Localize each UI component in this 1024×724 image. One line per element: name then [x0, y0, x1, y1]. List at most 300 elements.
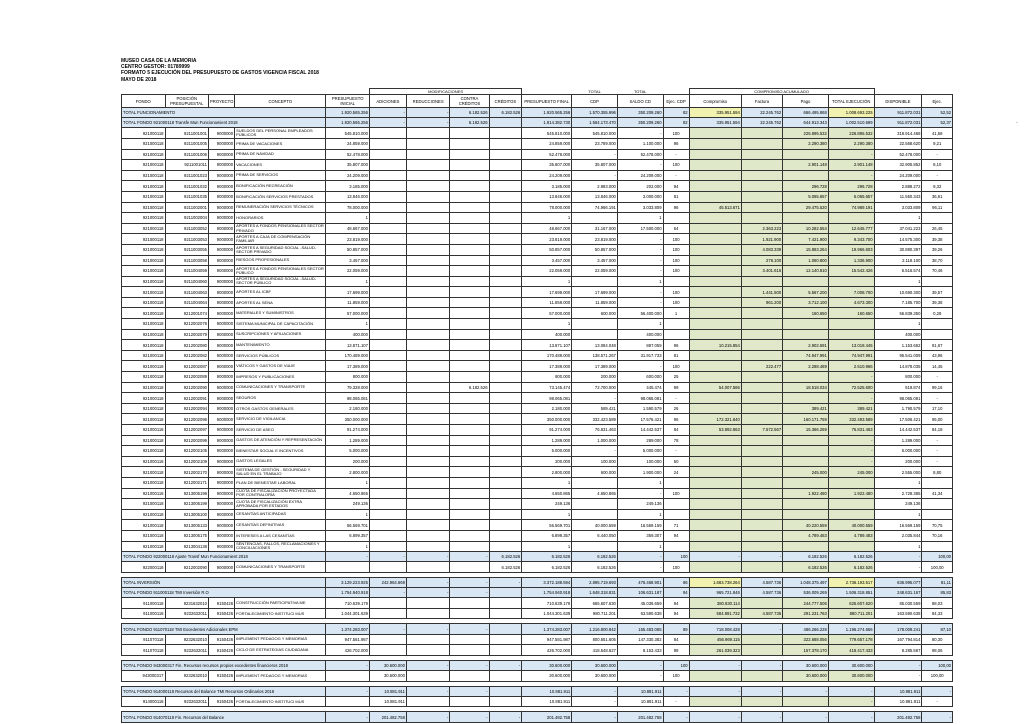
value-cell: 17.506.421 [874, 414, 922, 425]
value-cell [489, 477, 522, 488]
value-cell [489, 588, 522, 598]
fondo-cell: 921000118 [122, 446, 166, 457]
value-cell [489, 191, 522, 202]
value-cell: 4.650.865 [572, 488, 618, 499]
value-cell: 800.651.605 [572, 634, 618, 645]
posicion-cell: 9232632010 [165, 671, 209, 682]
total-row [122, 552, 953, 562]
value-cell: - [450, 624, 489, 634]
value-cell: - [617, 160, 663, 171]
value-cell: 56.400.000 [617, 308, 663, 319]
value-cell: - [369, 108, 406, 118]
value-cell: 96,11 [922, 202, 953, 213]
value-cell [689, 329, 741, 340]
value-cell: - [828, 149, 874, 160]
value-cell [741, 467, 782, 478]
table-row [122, 350, 953, 361]
value-cell: 30.600.000 [369, 660, 406, 670]
value-cell: 80,30 [922, 634, 953, 645]
value-cell: 57.000.000 [522, 308, 572, 319]
value-cell: 16.569.159 [617, 520, 663, 531]
value-cell [406, 393, 450, 404]
value-cell: - [617, 244, 663, 255]
value-cell: 1 [617, 319, 663, 330]
concepto-cell: SERVICIOS PÚBLICOS [235, 350, 326, 361]
value-cell: 10.881.911 [874, 696, 922, 707]
table-row [122, 170, 953, 181]
posicion-cell: 9213004138 [165, 541, 209, 552]
value-cell [406, 562, 450, 573]
value-cell: 1 [874, 319, 922, 330]
value-cell: 23.819.000 [326, 234, 370, 245]
value-cell: 160.650 [828, 308, 874, 319]
value-cell: 2.800.000 [522, 467, 572, 478]
posicion-cell: 9212002078 [165, 319, 209, 330]
value-cell: 1 [874, 541, 922, 552]
value-cell: 4.650.865 [522, 488, 572, 499]
value-cell [450, 634, 489, 645]
table-row [122, 634, 953, 645]
value-cell [689, 467, 741, 478]
value-cell [741, 414, 782, 425]
proyecto-cell: 9150426 [209, 634, 235, 645]
value-cell: 600.000 [617, 372, 663, 383]
concepto-cell: MANTENIMIENTO [235, 340, 326, 351]
posicion-cell: 9211001005 [165, 138, 209, 149]
value-cell: 3.401.616 [741, 266, 782, 277]
value-cell [489, 329, 522, 340]
value-cell: 800.000 [326, 372, 370, 383]
concepto-cell: PRIMA DE VACACIONES [235, 138, 326, 149]
value-cell: - [617, 255, 663, 266]
value-cell [369, 191, 406, 202]
value-cell: 3.712.100 [783, 297, 829, 308]
value-cell [369, 509, 406, 520]
value-cell: 245.000 [783, 467, 829, 478]
value-cell: 39,38 [922, 234, 953, 245]
value-cell [741, 435, 782, 446]
value-cell [369, 393, 406, 404]
value-cell: 40.220.559 [783, 520, 829, 531]
value-cell: 63.590.638 [617, 608, 663, 619]
table-row [122, 276, 953, 287]
value-cell: 30.600.000 [369, 671, 406, 682]
value-cell [741, 170, 782, 181]
posicion-cell: 9213005199 [165, 499, 209, 510]
posicion-cell: 9212002097 [165, 425, 209, 436]
value-cell: 880.711.201 [828, 608, 874, 619]
value-cell: 1.570.355.996 [572, 108, 618, 118]
value-cell [489, 541, 522, 552]
value-cell: 13.846.000 [326, 191, 370, 202]
table-row [122, 393, 953, 404]
fondo-cell: 921000118 [122, 149, 166, 160]
value-cell: - [663, 696, 689, 707]
table-row [122, 234, 953, 245]
value-cell [741, 696, 782, 707]
value-cell [689, 403, 741, 414]
value-cell: 3.185.000 [326, 181, 370, 192]
value-cell [450, 234, 489, 245]
page-mark: · [1016, 120, 1018, 126]
value-cell: 202.000 [617, 181, 663, 192]
value-cell: 2.901.148 [783, 160, 829, 171]
value-cell: 96 [663, 340, 689, 351]
proyecto-cell: 9000000 [209, 382, 235, 393]
value-cell [689, 520, 741, 531]
value-cell [406, 671, 450, 682]
value-cell: 1.922.480 [828, 488, 874, 499]
value-cell: 54.007.566 [689, 382, 741, 393]
value-cell: 6.516.574 [874, 266, 922, 277]
value-cell: - [617, 266, 663, 277]
value-cell: 17.699.000 [572, 287, 618, 298]
value-cell: 389.421 [828, 403, 874, 414]
value-cell: - [922, 149, 953, 160]
table-row [122, 425, 953, 436]
value-cell: 14.575.300 [874, 234, 922, 245]
value-cell [689, 234, 741, 245]
value-cell: 100 [663, 287, 689, 298]
value-cell [450, 541, 489, 552]
value-cell: 100 [663, 234, 689, 245]
value-cell: - [617, 660, 663, 670]
value-cell: - [874, 660, 922, 670]
value-cell [450, 287, 489, 298]
value-cell [406, 297, 450, 308]
value-cell: - [663, 170, 689, 181]
value-cell [406, 645, 450, 656]
value-cell [741, 671, 782, 682]
proyecto-cell: 9000000 [209, 403, 235, 414]
value-cell [369, 499, 406, 510]
value-cell: 85,83 [922, 588, 953, 598]
value-cell: 800.000 [874, 372, 922, 383]
value-cell: 6.182.526 [828, 552, 874, 562]
value-cell: 100,00 [922, 660, 953, 670]
proyecto-cell: 9000000 [209, 425, 235, 436]
value-cell [369, 634, 406, 645]
value-cell [369, 520, 406, 531]
value-cell: 24.859.000 [326, 138, 370, 149]
value-cell: 85.030.559 [874, 598, 922, 609]
posicion-cell: 9211001011 [165, 160, 209, 171]
posicion-cell: 9211003053 [165, 234, 209, 245]
concepto-cell: FORTALECIMIENTO INSTITUCI MUS [235, 696, 326, 707]
value-cell: - [663, 149, 689, 160]
posicion-cell: 9231632010 [165, 598, 209, 609]
value-cell: 779.657.178 [828, 634, 874, 645]
value-cell: 95.541.009 [874, 350, 922, 361]
fondo-cell: 943000317 [122, 671, 166, 682]
value-cell [489, 645, 522, 656]
proyecto-cell: 9000000 [209, 202, 235, 213]
value-cell: 1 [326, 509, 370, 520]
fondo-cell: 921000118 [122, 170, 166, 181]
col-adiciones: ADICIONES [369, 95, 406, 108]
concepto-cell: APORTES A SEGURIDAD SOCIAL -SALUD- SECTOR PRIVADO [235, 244, 326, 255]
value-cell: 200.000 [874, 456, 922, 467]
value-cell [406, 202, 450, 213]
value-cell: 1 [617, 477, 663, 488]
value-cell: - [922, 696, 953, 707]
value-cell [326, 671, 370, 682]
value-cell [572, 213, 618, 224]
value-cell: 30.600.000 [783, 671, 829, 682]
value-cell: 24.209.000 [874, 170, 922, 181]
value-cell: 160.171.759 [783, 414, 829, 425]
value-cell: 350.209.260 [617, 108, 663, 118]
concepto-cell: CICLO DE ESTRATEGIAS CIUDADANA [235, 645, 326, 656]
value-cell [783, 456, 829, 467]
value-cell [489, 213, 522, 224]
value-cell: 7.185.700 [874, 297, 922, 308]
value-cell: 88,03 [922, 598, 953, 609]
value-cell: 6.182.526 [522, 552, 572, 562]
value-cell [450, 350, 489, 361]
concepto-cell: CONSTRUCCIÓN PARTICIPATIVA ME [235, 598, 326, 609]
value-cell: 200.000 [522, 456, 572, 467]
concepto-cell: PLAN DE BIENESTAR LABORAL [235, 477, 326, 488]
fondo-cell: 921000118 [122, 403, 166, 414]
value-cell [922, 276, 953, 287]
table-row [122, 287, 953, 298]
fondo-cell: 911070118 [122, 634, 166, 645]
table-row [122, 213, 953, 224]
proyecto-cell: 9000000 [209, 191, 235, 202]
table-row [122, 361, 953, 372]
value-cell [450, 160, 489, 171]
value-cell: 201.482.758 [874, 712, 922, 722]
value-cell [406, 138, 450, 149]
value-cell: - [922, 456, 953, 467]
total-label: TOTAL FONDO 921000118 Transfe Mun Funcionamient 2018 [122, 118, 326, 128]
value-cell: 1.374.283.007 [522, 624, 572, 634]
proyecto-cell: 9000000 [209, 138, 235, 149]
value-cell [489, 624, 522, 634]
table-row [122, 403, 953, 414]
value-cell: 961.200 [741, 297, 782, 308]
value-cell [489, 160, 522, 171]
value-cell: - [617, 562, 663, 573]
posicion-cell: 9232632011 [165, 608, 209, 619]
value-cell [783, 329, 829, 340]
value-cell: 10.282.554 [783, 223, 829, 234]
value-cell [828, 329, 874, 340]
group-total-cdp: TOTAL [572, 89, 618, 95]
value-cell: 15.366.269 [783, 425, 829, 436]
value-cell [369, 645, 406, 656]
value-cell [741, 488, 782, 499]
value-cell: 70,16 [922, 530, 953, 541]
value-cell: - [369, 588, 406, 598]
value-cell: 23.789.000 [572, 138, 618, 149]
value-cell [369, 456, 406, 467]
value-cell: 84,18 [922, 425, 953, 436]
value-cell: 1 [874, 477, 922, 488]
value-cell: 82 [663, 108, 689, 118]
value-cell: - [741, 552, 782, 562]
value-cell [406, 234, 450, 245]
value-cell [489, 509, 522, 520]
value-cell: 718.008.428 [689, 624, 741, 634]
total-label: TOTAL FUNCIONAMIENTO [122, 108, 326, 118]
value-cell: 332.493.589 [828, 414, 874, 425]
value-cell [689, 223, 741, 234]
value-cell [406, 608, 450, 619]
posicion-cell: 9211001023 [165, 170, 209, 181]
value-cell [922, 329, 953, 340]
value-cell: 248.631.167 [874, 588, 922, 598]
value-cell [741, 340, 782, 351]
fondo-cell: 921000118 [122, 361, 166, 372]
value-cell: 178.009.241 [874, 624, 922, 634]
value-cell: 6.182.526 [572, 552, 618, 562]
proyecto-cell: 9150426 [209, 598, 235, 609]
value-cell: 1 [326, 319, 370, 330]
value-cell: 72.700.000 [572, 382, 618, 393]
value-cell: 11.859.000 [572, 297, 618, 308]
proyecto-cell: 9000000 [209, 372, 235, 383]
value-cell [489, 276, 522, 287]
value-cell: 17.699.000 [522, 287, 572, 298]
proyecto-cell: 9000000 [209, 467, 235, 478]
value-cell: 14.442.537 [874, 425, 922, 436]
value-cell: 87,10 [922, 624, 953, 634]
fondo-cell: 921000118 [122, 467, 166, 478]
value-cell: 1.289.000 [874, 435, 922, 446]
value-cell: - [922, 446, 953, 457]
concepto-cell: APORTES A SEGURIDAD SOCIAL -SALUD- SECTOR PÚBLICO [235, 276, 326, 287]
value-cell [741, 645, 782, 656]
value-cell [369, 244, 406, 255]
value-cell: 1.683.738.264 [689, 577, 741, 587]
value-cell [663, 509, 689, 520]
value-cell [450, 488, 489, 499]
concepto-cell: COMUNICACIONES Y TRANSPORTE [235, 562, 326, 573]
value-cell: 625.607.620 [828, 598, 874, 609]
value-cell: 201.482.758 [522, 712, 572, 722]
value-cell [689, 319, 741, 330]
proyecto-cell: 9000000 [209, 435, 235, 446]
value-cell: 10.881.911 [522, 696, 572, 707]
value-cell: 11.859.000 [326, 297, 370, 308]
value-cell: 100 [663, 244, 689, 255]
proyecto-cell: 9000000 [209, 456, 235, 467]
value-cell [450, 266, 489, 277]
value-cell: 400.000 [522, 329, 572, 340]
value-cell [689, 372, 741, 383]
value-cell [489, 372, 522, 383]
posicion-cell: 9212002105 [165, 446, 209, 457]
value-cell: 170.489.000 [522, 350, 572, 361]
value-cell: 94 [663, 530, 689, 541]
fondo-cell: 921000118 [122, 213, 166, 224]
value-cell [369, 181, 406, 192]
value-cell: - [572, 149, 618, 160]
concepto-cell: APORTES A FONDOS PENSIONALES SECTOR PÚBLICO [235, 266, 326, 277]
value-cell: 84 [663, 634, 689, 645]
value-cell [406, 499, 450, 510]
col-proyecto: PROYECTO [209, 95, 235, 108]
value-cell: 94 [663, 181, 689, 192]
entity-name: MUSEO CASA DE LA MEMORIA [121, 58, 197, 64]
fondo-cell: 921000118 [122, 435, 166, 446]
value-cell [369, 382, 406, 393]
posicion-cell: 9213005175 [165, 530, 209, 541]
value-cell [489, 234, 522, 245]
value-cell: - [369, 624, 406, 634]
fondo-cell: 922000118 [122, 562, 166, 573]
value-cell [450, 393, 489, 404]
value-cell [489, 634, 522, 645]
value-cell: 100 [663, 297, 689, 308]
col-pres-inicial: PRESUPUESTO INICIAL [326, 95, 370, 108]
value-cell: 2.895.719.693 [572, 577, 618, 587]
value-cell: 1 [617, 509, 663, 520]
value-cell: 40.000.559 [572, 520, 618, 531]
value-cell: 86 [663, 577, 689, 587]
value-cell: 8,10 [922, 160, 953, 171]
concepto-cell: INTERESES A LAS CESANTÍAS [235, 530, 326, 541]
value-cell: 1.044.301.639 [326, 608, 370, 619]
posicion-cell: 9212001074 [165, 308, 209, 319]
proyecto-cell: 9000000 [209, 350, 235, 361]
value-cell: 6.182.526 [572, 562, 618, 573]
posicion-cell: 9211003055 [165, 244, 209, 255]
value-cell: 1.590.579 [617, 403, 663, 414]
value-cell: - [617, 234, 663, 245]
value-cell: 1.441.500 [741, 287, 782, 298]
table-row [122, 340, 953, 351]
value-cell: 10.881.911 [369, 686, 406, 696]
value-cell: 2.118.100 [874, 255, 922, 266]
value-cell: - [369, 118, 406, 128]
value-cell: 98.065.081 [874, 393, 922, 404]
value-cell: 17.389.000 [572, 361, 618, 372]
value-cell: - [450, 577, 489, 587]
value-cell [450, 361, 489, 372]
value-cell: 100 [663, 255, 689, 266]
value-cell: 1.100.000 [617, 138, 663, 149]
value-cell [741, 372, 782, 383]
value-cell [783, 435, 829, 446]
value-cell [406, 541, 450, 552]
value-cell [689, 128, 741, 139]
value-cell: 545.810.000 [572, 128, 618, 139]
value-cell: 10.690.300 [874, 287, 922, 298]
value-cell [369, 149, 406, 160]
value-cell: 10.215.854 [689, 340, 741, 351]
value-cell [450, 645, 489, 656]
value-cell: 163.590.638 [874, 608, 922, 619]
value-cell: 37.041.223 [874, 223, 922, 234]
value-cell: 56.569.701 [326, 520, 370, 531]
total-row [122, 660, 953, 670]
value-cell [369, 350, 406, 361]
value-cell [406, 308, 450, 319]
value-cell: 335.951.594 [689, 108, 741, 118]
posicion-cell: 9212002099 [165, 435, 209, 446]
value-cell: - [783, 712, 829, 722]
value-cell: - [326, 660, 370, 670]
value-cell: 400.000 [326, 329, 370, 340]
value-cell [406, 160, 450, 171]
value-cell: - [326, 686, 370, 696]
table-row [122, 202, 953, 213]
value-cell: 4.650.865 [326, 488, 370, 499]
value-cell: 2.290.380 [783, 138, 829, 149]
